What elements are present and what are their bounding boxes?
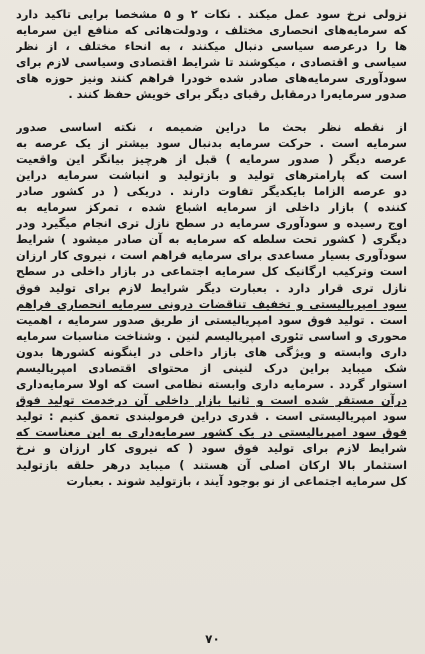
text-line-underlined: فوق سود امپریالیستی در یک کشور سرمایه‌داری به این معناست که — [16, 425, 407, 440]
paragraph-1 — [16, 6, 407, 103]
text-line: از نقطه نظر بحث ما دراین ضمیمه ، نکته اساسی صدور — [16, 119, 407, 134]
text-line: استوار گردد . سرمایه داری وابسته نظامی است که اولا سرمایه‌داری — [16, 377, 407, 392]
page-number: ۷۰ — [205, 632, 220, 646]
text-line: داری وابسته و ویژگی های بازار داخلی در اینگونه کشورها بدون — [16, 344, 407, 359]
text-line: کل سرمایه اجتماعی از نو بوجود آیند ، بازتولید شوند . بعبارت — [66, 473, 407, 488]
text-line: سیاسی و اقتصادی ، میکوشند تا شرایط اقتصادی وسیاسی لازم برای — [16, 55, 407, 70]
text-line: ها را درعرصه سیاسی دنبال میکنند ، به انحاء مختلف ، از نظر — [16, 39, 407, 54]
text-line: صدور سرمایه‌را درمقابل رقبای دیگر برای خویش حفظ کنند . — [68, 87, 407, 102]
text-line: نزولی نرخ سود عمل میکند . نکات ۲ و ۵ مشخصا برایی تاکید دارد — [16, 7, 407, 21]
text-line: نازل تری قرار دارد . بعبارت دیگر شرایط لازم برای تولید فوق — [16, 280, 407, 295]
text-line: است وترکیب ارگانیک کل سرمایه اجتماعی در بازار داخلی در سطح — [16, 264, 407, 279]
text-line: است که پارامترهای تولید و بازتولید و انباشت سرمایه دراین — [16, 167, 407, 182]
text-line: کننده ) بازار داخلی از سرمایه اشباع شده ، تمرکز سرمایه به — [16, 200, 407, 215]
text-line-underlined: سود امپریالیستی و تخفیف تناقضات درونی سرمایه انحصاری فراهم — [16, 296, 407, 311]
text-line-underlined: درآن مستقر شده است و ثانیا بازار داخلی آن درخدمت تولید فوق — [16, 393, 407, 408]
text-line: سودآوری بسیار مساعدی برای سرمایه فراهم است ، نیروی کار ارزان — [16, 248, 407, 263]
text-line: سود امپریالیستی است . قدری دراین فرمولبندی تعمق کنیم : تولید — [16, 409, 407, 424]
text-line: است . تولید فوق سود امپریالیستی از طریق صدور سرمایه ، اهمیت — [16, 312, 407, 327]
text-line: محوری و اساسی تئوری امپریالیسم لنین . وشناخت مناسبات سرمایه — [16, 328, 407, 343]
paragraph-2 — [16, 119, 407, 489]
text-line: اوج رسیده و سودآوری سرمایه در سطح نازل تری انجام میگیرد ودر — [16, 216, 407, 231]
text-line: شک میباید براین درک لنینی از محتوای اقتصادی امپریالیسم — [16, 360, 407, 375]
text-line: استثمار بالا ارکان اصلی آن هستند ) میباید درهر حلقه بازتولید — [16, 457, 407, 472]
text-line: که سرمایه‌های انحصاری مختلف ، ودولت‌هائی که منافع این سرمایه — [16, 23, 407, 38]
text-line: شرایط لازم برای تولید فوق سود ( که نیروی کار ارزان و نرخ — [16, 441, 407, 456]
text-line: دو عرصه الزاما بایکدیگر تفاوت دارند . دریکی ( در کشور صادر — [16, 183, 407, 198]
text-line: سودآوری سرمایه‌های صادر شده خودرا فراهم کنند ونیز حوزه‌ های — [16, 71, 407, 86]
text-line: دیگری ( کشور تحت سلطه که سرمایه به آن صادر میشود ) شرایط — [16, 232, 407, 247]
text-line: عرصه دیگر ( صدور سرمایه ) قبل از هرچیز بیانگر این واقعیت — [16, 151, 407, 166]
paragraph-gap — [16, 103, 407, 119]
text-line: سرمایه است . حرکت سرمایه بدنبال سود بیشتر از یک عرصه به — [16, 135, 407, 150]
